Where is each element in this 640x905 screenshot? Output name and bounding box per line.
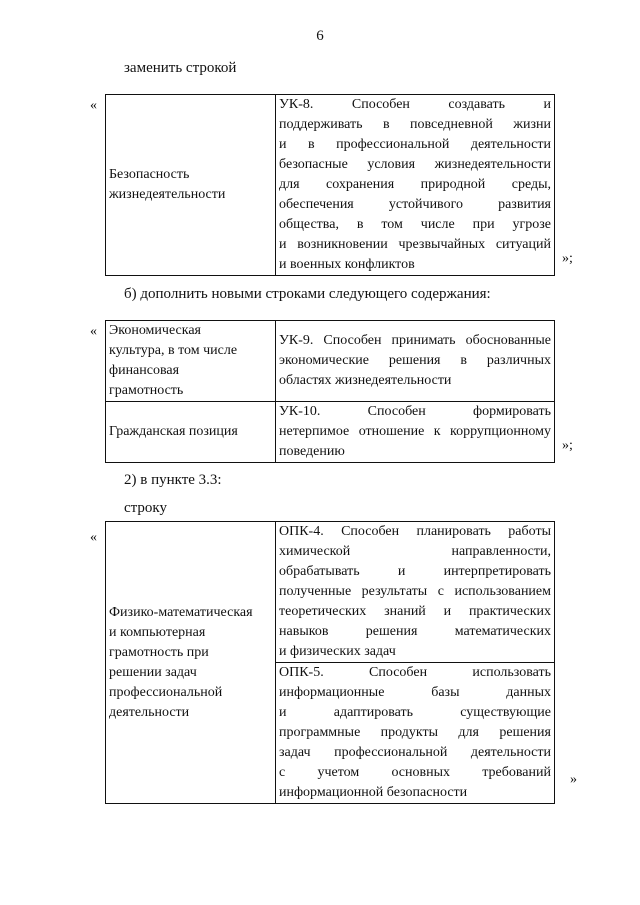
competency-line: нетерпимое отношение к коррупционному [279,424,551,439]
competency-line: полученные результаты с использованием [279,584,551,599]
competency-line: экономические решения в различных [279,353,551,368]
category-line: Безопасность [109,167,190,182]
category-line: жизнедеятельности [109,187,226,202]
competency-line: поведению [279,444,345,459]
category-line: и компьютерная [109,624,206,640]
table-row [106,402,555,463]
competency-line: ОПК-4. Способен планировать работы [279,524,551,539]
competency-line: обрабатывать и интерпретировать [279,564,551,579]
competency-line: с учетом основных требований [279,765,551,780]
competency-line: и физических задач [279,644,396,659]
competency-line: задач профессиональной деятельности [279,745,551,760]
competency-line: и адаптировать существующие [279,705,551,720]
competency-line: ОПК-5. Способен использовать [279,665,551,680]
category-cell [106,522,276,804]
open-quote-2: « [90,324,97,339]
category-line: Физико-математическая [109,604,253,620]
competency-line: навыков решения математических [279,624,551,639]
competency-line: и возникновении чрезвычайных ситуаций [279,237,551,252]
competency-cell [276,321,555,402]
table-row [106,95,555,276]
competency-cell [276,402,555,463]
competency-line: и в профессиональной деятельности [279,137,551,152]
competency-table-3 [105,521,555,804]
category-line: решении задач [109,664,197,680]
close-quote-2: »; [562,438,573,453]
table-row [106,522,555,663]
open-quote-3: « [90,530,97,545]
close-quote-3: » [570,772,577,787]
competency-line: и военных конфликтов [279,257,415,272]
competency-line: для сохранения природной среды, [279,177,551,192]
competency-line: обеспечения устойчивого развития [279,197,551,212]
intro-replace-text: заменить строкой [124,60,237,76]
competency-cell [276,522,555,663]
page-number: 6 [316,28,324,44]
competency-line: информационной безопасности [279,785,468,800]
competency-line: УК-8. Способен создавать и [279,97,551,112]
category-line: деятельности [109,704,190,720]
paragraph-b: б) дополнить новыми строками следующего содержания: [124,286,491,302]
category-line: профессиональной [109,684,223,700]
paragraph-row: строку [124,500,167,516]
category-line: финансовая [109,363,180,378]
category-line: грамотность [109,383,184,398]
category-cell [106,402,276,463]
paragraph-2: 2) в пункте 3.3: [124,472,222,488]
competency-cell [276,663,555,804]
competency-line: УК-9. Способен принимать обоснованные [279,333,551,348]
competency-line: химической направленности, [279,544,551,559]
competency-cell [276,95,555,276]
competency-line: поддерживать в повседневной жизни [279,117,551,132]
close-quote-1: »; [562,251,573,266]
category-line: Экономическая [109,323,201,338]
category-line: грамотность при [109,644,209,660]
open-quote-1: « [90,98,97,113]
competency-table-2 [105,320,555,463]
competency-line: информационные базы данных [279,685,551,700]
category-line: культура, в том числе [109,343,238,358]
competency-line: теоретических знаний и практических [279,604,551,619]
competency-line: УК-10. Способен формировать [279,404,551,419]
competency-line: программные продукты для решения [279,725,551,740]
competency-line: безопасные условия жизнедеятельности [279,157,551,172]
competency-table-1 [105,94,555,276]
competency-line: общества, в том числе при угрозе [279,217,551,232]
competency-line: областях жизнедеятельности [279,373,452,388]
category-cell [106,321,276,402]
category-cell [106,95,276,276]
category-line: Гражданская позиция [109,424,238,439]
table-row [106,321,555,402]
